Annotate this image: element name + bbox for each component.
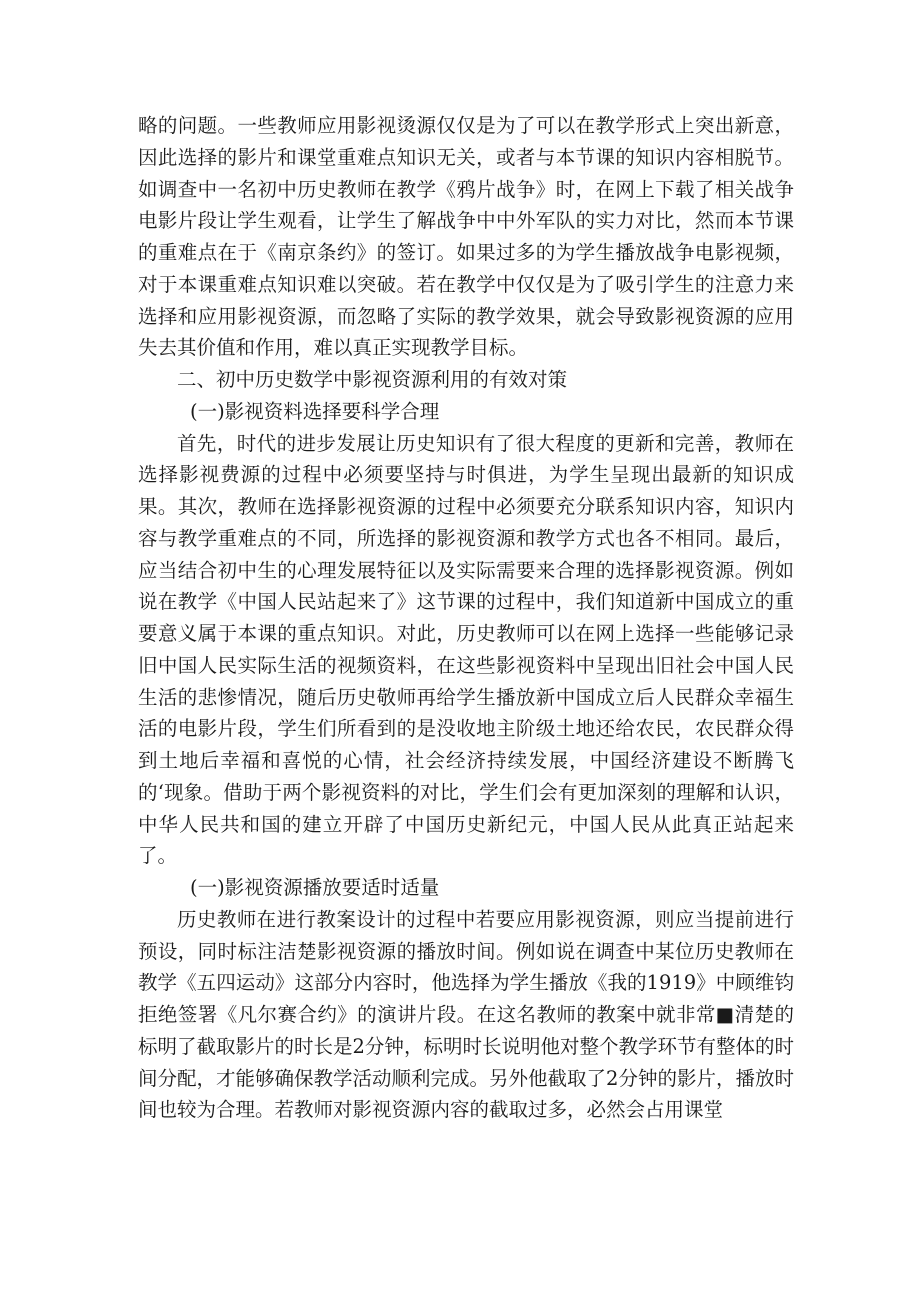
subsection-heading-playback-timing: (一)影视资源播放要适时适量 (190, 876, 440, 899)
subsection-heading-material-selection: (一)影视资料选择要科学合理 (190, 399, 440, 423)
paragraph-playback-timing: 历史教师在进行教案设计的过程中若要应用影视资源，则应当提前进行预设，同时标注洁楚影视资源的播放时间。例如说在调查中某位历史教师在教学《五四运动》这部分内容时，他选择为学生播放《我的1919》中顾维钧拒绝签署《凡尔赛合约》的演讲片段。在这名教师的教案中就非常■清楚的标明了截取影片的时长是2分钟，标明时长说明他对整个教学环节有整体的时间分配，才能够确保教学活动顺利完成。另外他截取了2分钟的影片，播放时间也较为合理。若教师对影视资源内容的截取过多，必然会占用课堂 (138, 907, 794, 1122)
paragraph-material-selection: 首先，时代的进步发展让历史知识有了很大程度的更新和完善，教师在选择影视费源的过程中必须要坚持与时俱进，为学生呈现出最新的知识成果。其次，教师在选择影视资源的过程中必须要充分联系知识内容，知识内容与教学重难点的不同，所选择的影视资源和教学方式也各不相同。最后，应当结合初中生的心理发展特征以及实际需要来合理的选择影视资源。例如说在教学《中国人民站起来了》这节课的过程中，我们知道新中国成立的重要意义属于本课的重点知识。对此，历史教师可以在网上选择一些能够记录旧中国人民实际生活的视频资料，在这些影视资料中呈现出旧社会中国人民生活的悲惨情况，随后历史敬师再给学生播放新中国成立后人民群众幸福生活的电影片段，学生们所看到的是没收地主阶级土地还给农民，农民群众得到土地后幸福和喜悦的心情，社会经济持续发展，中国经济建设不断腾飞的‘现象。借助于两个影视资料的对比，学生们会有更加深刻的理解和认识，中华人民共和国的建立开辟了中国历史新纪元，中国人民从此真正站起来了。 (138, 431, 794, 868)
document-body (138, 110, 794, 1126)
paragraph-continued: 略的问题。一些教师应用影视烫源仅仅是为了可以在教学形式上突出新意，因此选择的影片和课堂重难点知识无关，或者与本节课的知识内容相脱节。如调查中一名初中历史教师在教学《鸦片战争》时，在网上下载了相关战争电影片段让学生观看，让学生了解战争中中外军队的实力对比，然而本节课的重难点在于《南京条约》的签订。如果过多的为学生播放战争电影视频，对于本课重难点知识难以突破。若在教学中仅仅是为了吸引学生的注意力来选择和应用影视资源，而忽略了实际的教学效果，就会导致影视资源的应用失去其价值和作用，难以真正实现教学目标。 (138, 114, 794, 360)
section-heading: 二、初中历史数学中影视资源利用的有效对策 (177, 368, 568, 391)
